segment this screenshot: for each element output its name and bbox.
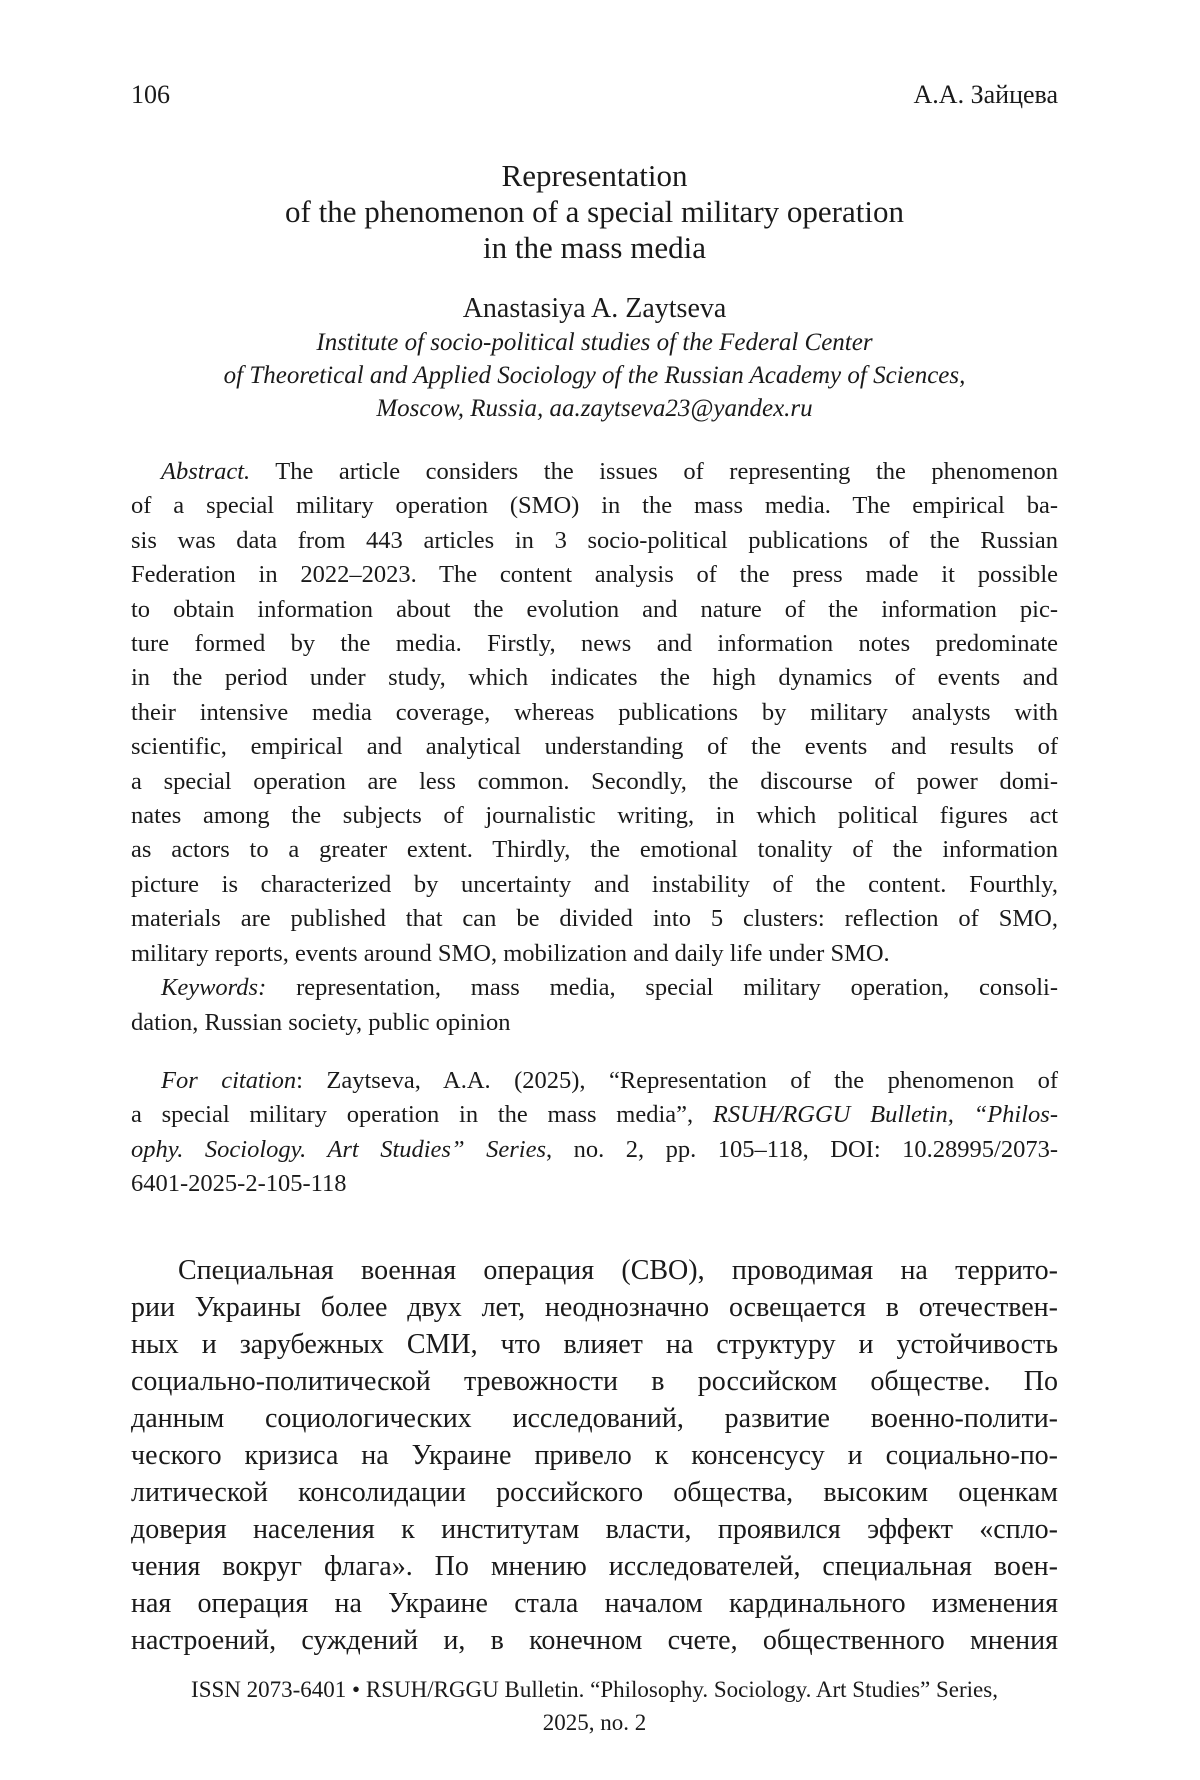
text-line: scientific, empirical and analytical understanding of the events and results of bbox=[131, 733, 1058, 761]
text-line: their intensive media coverage, whereas publications by military analysts with bbox=[131, 698, 1058, 726]
text-line: ческого кризиса на Украине привело к консенсусу и социально-по- bbox=[131, 1439, 1058, 1471]
author-affiliation: Institute of socio-political studies of the Federal Center of Theoretical and Applied Sociology of the Russian Academy of Sciences, Moscow, Russia, aa.zaytseva23@yandex.ru bbox=[223, 329, 966, 422]
citation-line-2-plain: a special military operation in the mass media”, bbox=[131, 1101, 713, 1129]
keywords-first-line-text: representation, mass media, special military operation, consoli- bbox=[266, 974, 1058, 1002]
text-column bbox=[131, 0, 1058, 1739]
citation-line-1-text: : Zaytseva, A.A. (2025), “Representation of the phenomenon of bbox=[296, 1066, 1059, 1094]
text-line: литической консолидации российского общества, высоким оценкам bbox=[131, 1476, 1058, 1508]
citation-line-3-italic: ophy. Sociology. Art Studies” Series bbox=[131, 1135, 546, 1163]
page-number: 106 bbox=[131, 80, 170, 109]
text-line: рии Украины более двух лет, неоднозначно освещается в отечествен- bbox=[131, 1291, 1058, 1323]
abstract-paragraph bbox=[131, 455, 1058, 971]
article-title: Representation of the phenomenon of a special military operation in the mass media bbox=[285, 158, 904, 265]
text-line: in the period under study, which indicates the high dynamics of events and bbox=[131, 664, 1058, 692]
text-line: as actors to a greater extent. Thirdly, the emotional tonality of the information bbox=[131, 836, 1058, 864]
running-header bbox=[131, 0, 1058, 110]
body-paragraph-ru bbox=[131, 1252, 1058, 1659]
text-line: a special operation are less common. Secondly, the discourse of power domi- bbox=[131, 767, 1058, 795]
citation-line-3 bbox=[131, 1133, 1058, 1167]
abstract-label: Abstract. bbox=[161, 458, 251, 485]
text-line: nates among the subjects of journalistic writing, in which political figures act bbox=[131, 802, 1058, 830]
text-line: of a special military operation (SMO) in the mass media. The empirical ba- bbox=[131, 492, 1058, 520]
keywords-paragraph bbox=[131, 971, 1058, 1040]
text-line: ная операция на Украине стала началом кардинального изменения bbox=[131, 1587, 1058, 1619]
citation-line-2-italic: RSUH/RGGU Bulletin, “Philos- bbox=[712, 1101, 1058, 1129]
text-line: to obtain information about the evolution and nature of the information pic- bbox=[131, 595, 1058, 623]
abstract-first-line-text: The article considers the issues of representing the phenomenon bbox=[250, 458, 1058, 485]
text-line: Специальная военная операция (СВО), проводимая на террито- bbox=[178, 1254, 1058, 1286]
text-line: данным социологических исследований, развитие военно-полити- bbox=[131, 1402, 1058, 1434]
page-footer: ISSN 2073-6401 • RSUH/RGGU Bulletin. “Philosophy. Sociology. Art Studies” Series, 2025, no. 2 bbox=[191, 1676, 998, 1735]
text-line: Federation in 2022–2023. The content analysis of the press made it possible bbox=[131, 561, 1058, 589]
author-name: Anastasiya A. Zaytseva bbox=[462, 293, 727, 324]
citation-line-2 bbox=[131, 1098, 1058, 1132]
citation-line-1 bbox=[131, 1064, 1058, 1098]
text-line: чения вокруг флага». По мнению исследователей, специальная воен- bbox=[131, 1550, 1058, 1582]
text-line: ных и зарубежных СМИ, что влияет на структуру и устойчивость bbox=[131, 1328, 1058, 1360]
text-line: materials are published that can be divided into 5 clusters: reflection of SMO, bbox=[131, 905, 1058, 933]
text-line: доверия населения к институтам власти, проявился эффект «спло- bbox=[131, 1513, 1058, 1545]
keywords-first-line bbox=[131, 971, 1058, 1005]
body-ru-lines bbox=[131, 1252, 1058, 1659]
keywords-last-line: dation, Russian society, public opinion bbox=[131, 1008, 511, 1036]
text-line: настроений, суждений и, в конечном счете, общественного мнения bbox=[131, 1624, 1058, 1656]
abstract-first-line bbox=[131, 455, 1058, 489]
citation-paragraph bbox=[131, 1064, 1058, 1202]
citation-line-4: 6401-2025-2-105-118 bbox=[131, 1170, 347, 1198]
citation-line-3-plain: , no. 2, pp. 105–118, DOI: 10.28995/2073- bbox=[545, 1135, 1058, 1163]
text-line: социально-политической тревожности в российском обществе. По bbox=[131, 1365, 1058, 1397]
abstract-lines bbox=[131, 489, 1058, 971]
text-line: picture is characterized by uncertainty and instability of the content. Fourthly, bbox=[131, 870, 1058, 898]
text-line: military reports, events around SMO, mobilization and daily life under SMO. bbox=[131, 939, 890, 967]
citation-label: For citation bbox=[161, 1066, 297, 1094]
text-line: ture formed by the media. Firstly, news and information notes predominate bbox=[131, 630, 1058, 658]
running-head-author: А.А. Зайцева bbox=[913, 80, 1058, 109]
text-line: sis was data from 443 articles in 3 socio-political publications of the Russian bbox=[131, 526, 1058, 554]
keywords-label: Keywords: bbox=[161, 974, 267, 1002]
